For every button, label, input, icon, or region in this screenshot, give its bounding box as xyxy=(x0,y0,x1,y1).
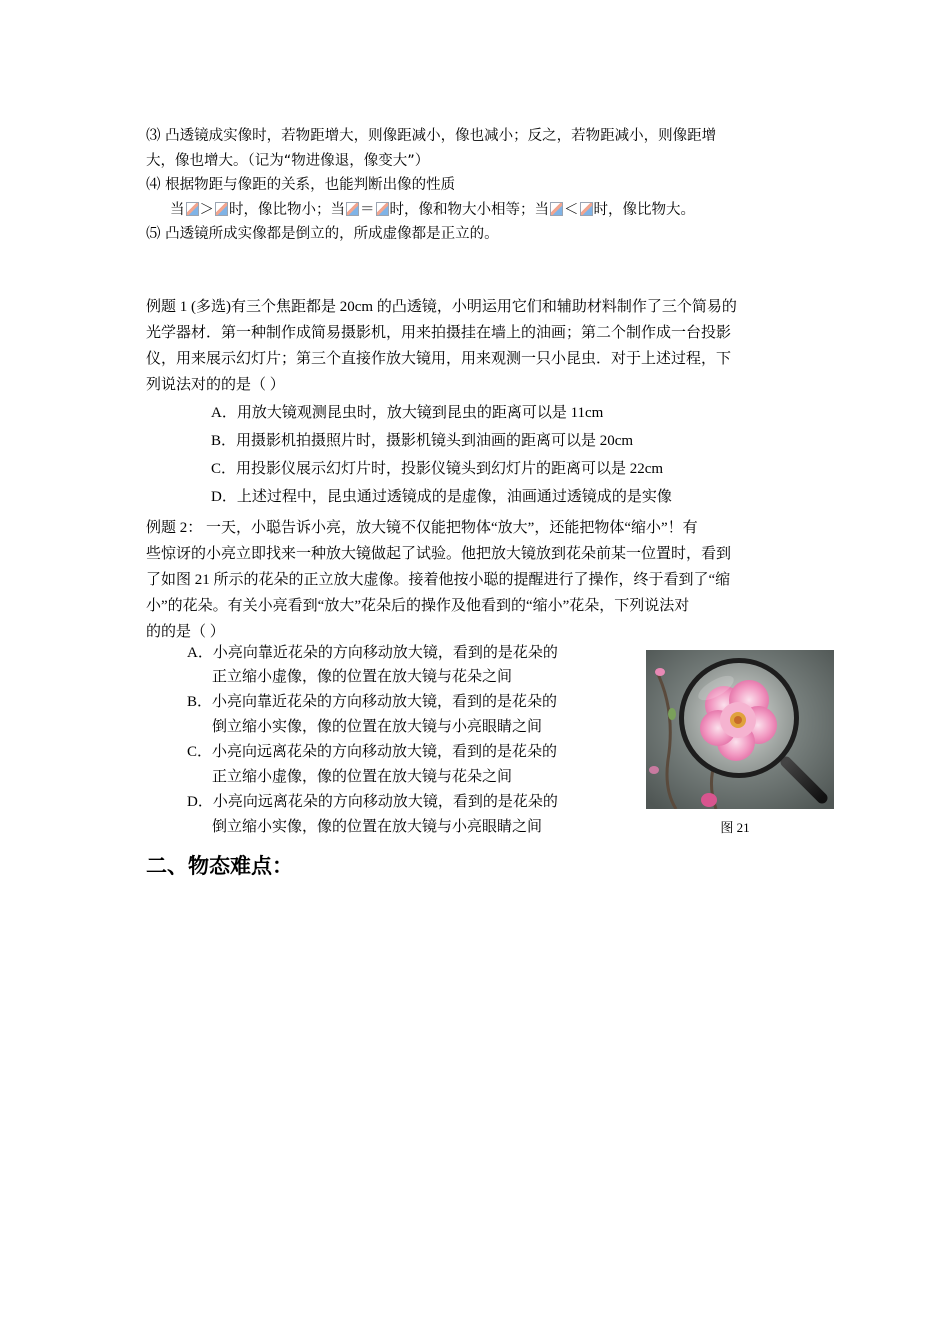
example-1-question xyxy=(146,294,814,398)
example-2-question xyxy=(146,515,814,645)
example-2-option-d-cont: 倒立缩小实像，像的位置在放大镜与小亮眼睛之间 xyxy=(212,819,543,835)
example-1-option-a: A．用放大镜观测昆虫时，放大镜到昆虫的距离可以是 11cm xyxy=(211,405,604,421)
example-2-option-c-cont: 正立缩小虚像，像的位置在放大镜与花朵之间 xyxy=(212,769,513,785)
image-distance-image xyxy=(580,202,593,216)
example-2-option-b-cont: 倒立缩小实像，像的位置在放大镜与小亮眼睛之间 xyxy=(212,719,543,735)
rule-text-3: 时，像比物小；当 xyxy=(229,201,345,218)
example-2-line: 小”的花朵。有关小亮看到“放大”花朵后的操作及他看到的“缩小”花朵，下列说法对 xyxy=(146,598,690,614)
example-2-option-c: C．小亮向远离花朵的方向移动放大镜，看到的是花朵的 xyxy=(187,744,558,760)
example-1-line: 例题 1 (多选)有三个焦距都是 20cm 的凸透镜，小明运用它们和辅助材料制作了三个简易的 xyxy=(146,299,737,315)
note-item-4-title: ⑷ 根据物距与像距的关系，也能判断出像的性质 xyxy=(146,177,456,193)
example-2-option-a-cont: 正立缩小虚像，像的位置在放大镜与花朵之间 xyxy=(212,669,513,685)
example-2-option-d: D．小亮向远离花朵的方向移动放大镜，看到的是花朵的 xyxy=(187,794,558,810)
less-than-sign: ＜ xyxy=(564,201,579,218)
note-item-5: ⑸ 凸透镜所成实像都是倒立的，所成虚像都是正立的。 xyxy=(146,226,499,242)
notes-block xyxy=(146,124,814,247)
object-distance-image xyxy=(346,202,359,216)
greater-than-sign: ＞ xyxy=(199,201,214,218)
object-distance-image xyxy=(550,202,563,216)
section-heading: 二、物态难点： xyxy=(146,854,293,878)
rule-text-5: 时，像和物大小相等；当 xyxy=(389,201,549,218)
example-2-line: 例题 2： 一天，小聪告诉小亮，放大镜不仅能把物体“放大”，还能把物体“缩小”！有 xyxy=(146,520,698,536)
example-2-line: 些惊讶的小亮立即找来一种放大镜做起了试验。他把放大镜放到花朵前某一位置时，看到 xyxy=(146,546,732,562)
example-1-line: 列说法对的的是（ ） xyxy=(146,377,285,393)
example-1-option-d: D．上述过程中，昆虫通过透镜成的是虚像，油画通过透镜成的是实像 xyxy=(211,489,672,505)
example-1-line: 光学器材．第一种制作成简易摄影机，用来拍摄挂在墙上的油画；第二个制作成一台投影 xyxy=(146,325,732,341)
note-item-4-rule xyxy=(146,198,814,223)
equals-sign: ＝ xyxy=(360,201,375,218)
rule-text-1: 当 xyxy=(170,201,185,218)
example-2-line: 了如图 21 所示的花朵的正立放大虚像。接着他按小聪的提醒进行了操作，终于看到了“缩 xyxy=(146,572,731,588)
example-1-option-b: B．用摄影机拍摄照片时，摄影机镜头到油画的距离可以是 20cm xyxy=(211,433,634,449)
note-item-3-line-2: 大，像也增大。（记为“物进像退，像变大”） xyxy=(146,152,430,169)
example-1-line: 仪，用来展示幻灯片；第三个直接作放大镜用，用来观测一只小昆虫．对于上述过程，下 xyxy=(146,351,732,367)
example-1-option-c: C．用投影仪展示幻灯片时，投影仪镜头到幻灯片的距离可以是 22cm xyxy=(211,461,664,477)
example-2-line: 的的是（ ） xyxy=(146,624,225,640)
image-distance-image xyxy=(376,202,389,216)
rule-text-7: 时，像比物大。 xyxy=(593,201,695,218)
example-2-option-b: B．小亮向靠近花朵的方向移动放大镜，看到的是花朵的 xyxy=(187,694,558,710)
figure-caption: 图 21 xyxy=(720,820,750,835)
image-distance-image xyxy=(215,202,228,216)
note-item-3-line-1: ⑶ 凸透镜成实像时，若物距增大，则像距减小，像也减小；反之，若物距减小，则像距增 xyxy=(146,128,717,144)
magnifier-flower-figure xyxy=(646,650,834,809)
example-2-option-a: A．小亮向靠近花朵的方向移动放大镜，看到的是花朵的 xyxy=(187,645,558,661)
object-distance-image xyxy=(186,202,199,216)
